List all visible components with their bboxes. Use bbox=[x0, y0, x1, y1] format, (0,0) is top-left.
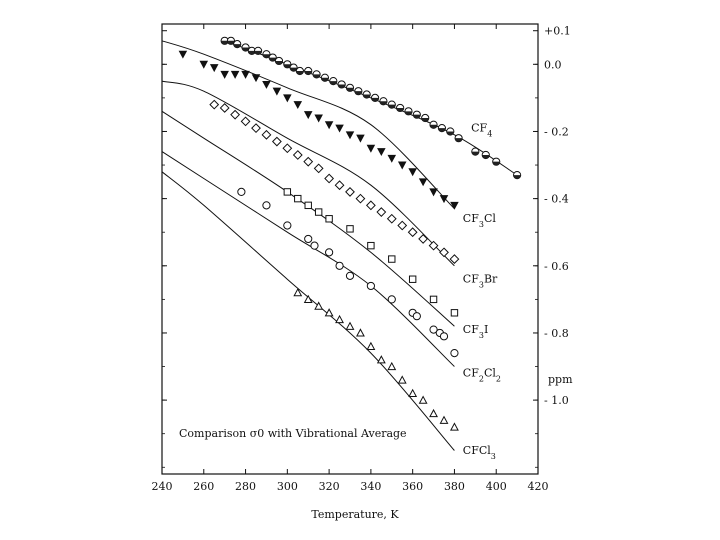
data-point-cf3cl bbox=[326, 122, 333, 129]
data-point-cf3br bbox=[419, 235, 427, 243]
data-point-cf3i bbox=[305, 202, 311, 208]
data-point-cf3cl bbox=[294, 101, 301, 108]
series-label-part: 2 bbox=[495, 374, 501, 384]
data-point-cf3br bbox=[314, 164, 322, 172]
data-point-cf2cl2 bbox=[238, 188, 245, 195]
series-label-cf2cl2 bbox=[463, 367, 501, 384]
data-point-cfcl3 bbox=[440, 417, 447, 424]
series-label-part: Cl bbox=[483, 212, 496, 226]
data-point-cf3br bbox=[294, 151, 302, 159]
x-tick-label: 380 bbox=[443, 480, 465, 493]
data-point-cf2cl2 bbox=[305, 235, 312, 242]
data-point-cf3br bbox=[252, 124, 260, 132]
data-point-cf3br bbox=[440, 248, 448, 256]
data-point-cf3i bbox=[389, 256, 395, 262]
series-curve-cf2cl2 bbox=[162, 152, 454, 367]
data-point-cf3cl bbox=[232, 71, 239, 78]
y-tick-label: - 0.2 bbox=[544, 125, 569, 139]
series-label-part: 3 bbox=[490, 451, 496, 461]
data-point-cf3cl bbox=[315, 115, 322, 122]
data-point-cfcl3 bbox=[420, 397, 427, 404]
series-label-part: 3 bbox=[478, 219, 484, 229]
series-labels bbox=[463, 121, 501, 460]
data-point-cf2cl2 bbox=[367, 282, 374, 289]
series-label-part: Br bbox=[483, 272, 498, 286]
data-point-cf3br bbox=[262, 131, 270, 139]
series-label-part: CF bbox=[462, 366, 479, 380]
x-axis-title: Temperature, K bbox=[311, 508, 399, 521]
series-label-part: CF bbox=[462, 322, 479, 336]
data-point-cf3cl bbox=[211, 65, 218, 72]
data-point-cfcl3 bbox=[409, 390, 416, 397]
data-point-cf3br bbox=[283, 144, 291, 152]
data-point-cfcl3 bbox=[346, 323, 353, 330]
data-point-cf3cl bbox=[440, 196, 447, 203]
data-point-cf3cl bbox=[420, 179, 427, 186]
data-point-cf3br bbox=[241, 117, 249, 125]
data-point-cf3cl bbox=[336, 125, 343, 132]
data-point-cf3cl bbox=[388, 155, 395, 162]
data-point-cf3cl bbox=[305, 112, 312, 119]
x-tick-label: 360 bbox=[402, 480, 424, 493]
series-label-cf3i bbox=[463, 323, 489, 340]
data-point-cfcl3 bbox=[357, 329, 364, 336]
series-label-cf4 bbox=[471, 121, 492, 138]
data-point-cf3cl bbox=[346, 132, 353, 139]
data-point-cfcl3 bbox=[336, 316, 343, 323]
data-point-cf3i bbox=[295, 195, 301, 201]
series-label-part: CF bbox=[462, 272, 479, 286]
data-point-cf3br bbox=[398, 221, 406, 229]
data-point-cf3cl bbox=[263, 81, 270, 88]
data-point-cf2cl2 bbox=[413, 313, 420, 320]
data-point-cf3i bbox=[284, 189, 290, 195]
data-point-cfcl3 bbox=[378, 356, 385, 363]
data-point-cfcl3 bbox=[430, 410, 437, 417]
data-point-cf3br bbox=[335, 181, 343, 189]
data-point-cf3br bbox=[325, 174, 333, 182]
data-point-cf3br bbox=[367, 201, 375, 209]
data-point-cf2cl2 bbox=[346, 272, 353, 279]
series-label-part: 2 bbox=[478, 374, 484, 384]
data-point-cfcl3 bbox=[399, 376, 406, 383]
data-point-cf3i bbox=[409, 276, 415, 282]
data-point-cf3cl bbox=[252, 75, 259, 82]
series-label-part: I bbox=[483, 322, 489, 336]
data-point-cf3cl bbox=[367, 145, 374, 152]
x-tick-label: 260 bbox=[193, 480, 215, 493]
data-point-cf3i bbox=[315, 209, 321, 215]
data-point-cf3i bbox=[451, 310, 457, 316]
y-tick-label: - 0.6 bbox=[544, 259, 569, 273]
data-point-cf3cl bbox=[430, 189, 437, 196]
series-label-part: Cl bbox=[483, 366, 496, 380]
data-point-cf2cl2 bbox=[451, 350, 458, 357]
x-tick-label: 300 bbox=[276, 480, 298, 493]
data-point-cf3br bbox=[346, 188, 354, 196]
x-tick-label: 320 bbox=[318, 480, 340, 493]
data-point-cf3cl bbox=[284, 95, 291, 102]
data-point-cf2cl2 bbox=[311, 242, 318, 249]
series-label-part: 3 bbox=[478, 280, 484, 290]
x-tick-label: 420 bbox=[527, 480, 549, 493]
data-point-cf3br bbox=[408, 228, 416, 236]
series-curve-cf3i bbox=[162, 111, 454, 326]
y-tick-label: - 0.8 bbox=[544, 326, 569, 340]
x-tick-label: 240 bbox=[151, 480, 173, 493]
y-tick-label: 0.0 bbox=[544, 58, 562, 72]
chart-annotation: Comparison σ0 with Vibrational Average bbox=[179, 427, 407, 440]
y-tick-label: - 1.0 bbox=[544, 394, 569, 408]
series-label-part: 3 bbox=[478, 330, 484, 340]
data-point-cf2cl2 bbox=[440, 333, 447, 340]
data-point-cf3br bbox=[377, 208, 385, 216]
series-label-part: CF bbox=[471, 121, 488, 135]
series-curve-cf3cl bbox=[162, 41, 454, 209]
data-point-cf3cl bbox=[273, 88, 280, 95]
data-point-cf3i bbox=[326, 216, 332, 222]
data-point-cf3br bbox=[220, 104, 228, 112]
data-point-cf3i bbox=[430, 296, 436, 302]
data-point-cf3cl bbox=[357, 135, 364, 142]
y-tick-label: - 0.4 bbox=[544, 192, 569, 206]
data-point-cf3br bbox=[210, 100, 218, 108]
data-point-cf3cl bbox=[378, 149, 385, 156]
data-point-cfcl3 bbox=[451, 423, 458, 430]
series-label-part: 4 bbox=[487, 128, 493, 138]
data-point-cf2cl2 bbox=[336, 262, 343, 269]
data-point-cf3br bbox=[273, 137, 281, 145]
data-point-cf2cl2 bbox=[263, 202, 270, 209]
data-point-cf3br bbox=[388, 215, 396, 223]
series-label-cf3br bbox=[463, 273, 498, 290]
y-axis-unit: ppm bbox=[548, 373, 573, 386]
data-point-cf3cl bbox=[221, 71, 228, 78]
data-point-cf3br bbox=[356, 194, 364, 202]
data-point-cf3cl bbox=[399, 162, 406, 169]
x-tick-label: 400 bbox=[485, 480, 507, 493]
data-point-cf3cl bbox=[242, 71, 249, 78]
data-point-cf2cl2 bbox=[284, 222, 291, 229]
data-point-cf2cl2 bbox=[326, 249, 333, 256]
data-point-cf3br bbox=[231, 110, 239, 118]
y-tick-label: +0.1 bbox=[544, 24, 571, 38]
data-point-cf3br bbox=[304, 157, 312, 165]
series-label-part: CFCl bbox=[462, 443, 491, 457]
x-tick-label: 280 bbox=[235, 480, 257, 493]
data-point-cf3cl bbox=[409, 169, 416, 176]
data-point-cf3i bbox=[368, 242, 374, 248]
series-label-part: CF bbox=[462, 212, 479, 226]
data-point-cf3cl bbox=[179, 51, 186, 58]
data-point-cfcl3 bbox=[367, 343, 374, 350]
data-point-cf2cl2 bbox=[388, 296, 395, 303]
series-label-cf3cl bbox=[463, 212, 497, 229]
data-point-cf3br bbox=[429, 241, 437, 249]
data-point-cf3br bbox=[450, 255, 458, 263]
data-point-cf3i bbox=[347, 226, 353, 232]
data-point-cfcl3 bbox=[388, 363, 395, 370]
series-label-cfcl3 bbox=[463, 444, 496, 461]
x-tick-label: 340 bbox=[360, 480, 382, 493]
data-point-cf3cl bbox=[200, 61, 207, 68]
